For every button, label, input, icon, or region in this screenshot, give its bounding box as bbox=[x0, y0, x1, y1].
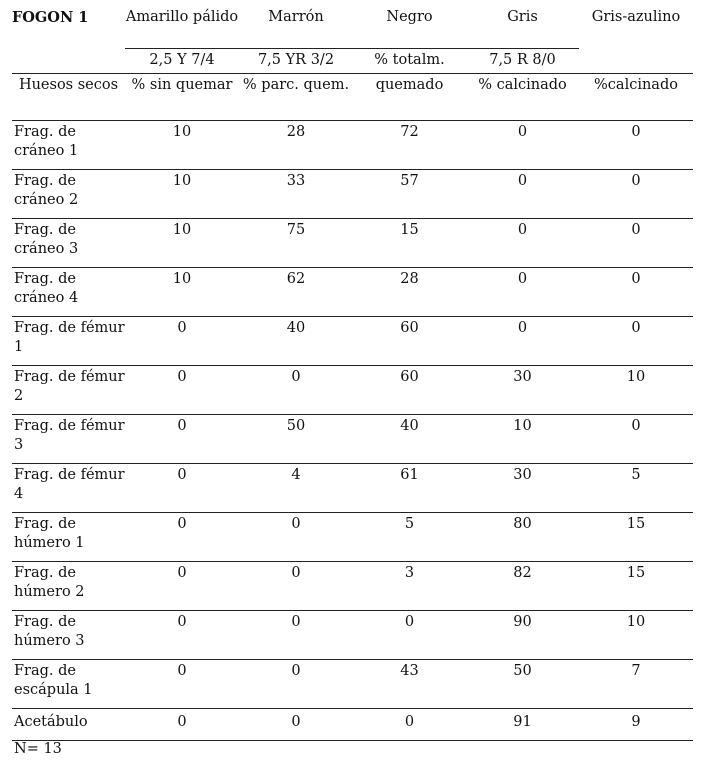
table-row bbox=[12, 219, 693, 268]
table-cell: 50 bbox=[239, 415, 353, 464]
table-cell: 0 bbox=[466, 121, 579, 170]
table-row bbox=[12, 415, 693, 464]
munsell-header: 7,5 YR 3/2 bbox=[239, 49, 353, 74]
table-row bbox=[12, 366, 693, 415]
table-cell: 0 bbox=[353, 709, 466, 738]
table-cell: 10 bbox=[466, 415, 579, 464]
row-label: Frag. de fémur 3 bbox=[12, 415, 125, 464]
table-cell: 28 bbox=[353, 268, 466, 317]
munsell-header: % totalm. bbox=[353, 49, 466, 74]
table-cell: 5 bbox=[353, 513, 466, 562]
table-cell: 0 bbox=[125, 562, 239, 611]
table-cell: 0 bbox=[579, 121, 693, 170]
table-cell: 50 bbox=[466, 660, 579, 709]
table-cell: 33 bbox=[239, 170, 353, 219]
table-cell: 0 bbox=[125, 317, 239, 366]
table-row bbox=[12, 464, 693, 513]
table-cell: 0 bbox=[239, 366, 353, 415]
sub-header: quemado bbox=[353, 74, 466, 121]
table-cell: 0 bbox=[239, 513, 353, 562]
table-cell: 62 bbox=[239, 268, 353, 317]
table-cell: 57 bbox=[353, 170, 466, 219]
table-cell: 4 bbox=[239, 464, 353, 513]
color-header: Gris-azulino bbox=[591, 9, 681, 25]
table-row bbox=[12, 562, 693, 611]
corner-label: FOGON 1 bbox=[12, 9, 89, 26]
table-cell: 0 bbox=[579, 170, 693, 219]
table-cell: 80 bbox=[466, 513, 579, 562]
footnote: N= 13 bbox=[12, 740, 693, 757]
table-cell: 0 bbox=[125, 660, 239, 709]
table-cell: 0 bbox=[579, 415, 693, 464]
table-cell: 10 bbox=[125, 219, 239, 268]
table-cell: 72 bbox=[353, 121, 466, 170]
row-label: Frag. de cráneo 3 bbox=[12, 219, 125, 268]
header-row-colors bbox=[12, 6, 693, 49]
table-cell: 91 bbox=[466, 709, 579, 738]
row-label: Frag. de húmero 1 bbox=[12, 513, 125, 562]
table-cell: 0 bbox=[125, 464, 239, 513]
table-cell: 28 bbox=[239, 121, 353, 170]
table-cell: 0 bbox=[125, 513, 239, 562]
table-row bbox=[12, 513, 693, 562]
color-header: Marrón bbox=[268, 9, 324, 25]
table-cell: 82 bbox=[466, 562, 579, 611]
table-cell: 30 bbox=[466, 464, 579, 513]
table-cell: 0 bbox=[239, 709, 353, 738]
table-cell: 61 bbox=[353, 464, 466, 513]
table-row bbox=[12, 709, 693, 738]
row-label: Frag. de fémur 4 bbox=[12, 464, 125, 513]
sub-header: % parc. quem. bbox=[239, 74, 353, 121]
header-row-munsell bbox=[12, 49, 693, 74]
table-cell: 15 bbox=[579, 562, 693, 611]
burn-color-table bbox=[12, 6, 693, 737]
table-cell: 0 bbox=[466, 170, 579, 219]
table-cell: 10 bbox=[579, 611, 693, 660]
row-label: Frag. de húmero 3 bbox=[12, 611, 125, 660]
table-row bbox=[12, 170, 693, 219]
color-header: Amarillo pálido bbox=[125, 9, 239, 25]
munsell-header: 7,5 R 8/0 bbox=[466, 49, 579, 74]
table-cell: 0 bbox=[125, 366, 239, 415]
table-cell: 7 bbox=[579, 660, 693, 709]
table-cell: 0 bbox=[239, 611, 353, 660]
table-cell: 40 bbox=[239, 317, 353, 366]
row-label: Frag. de húmero 2 bbox=[12, 562, 125, 611]
table-row bbox=[12, 268, 693, 317]
table-cell: 0 bbox=[466, 317, 579, 366]
table-cell: 10 bbox=[125, 170, 239, 219]
row-label: Frag. de cráneo 1 bbox=[12, 121, 125, 170]
row-label: Frag. de escápula 1 bbox=[12, 660, 125, 709]
table-cell: 43 bbox=[353, 660, 466, 709]
color-header: Negro bbox=[386, 9, 433, 25]
table-cell: 0 bbox=[125, 415, 239, 464]
table-row bbox=[12, 317, 693, 366]
table-cell: 0 bbox=[466, 268, 579, 317]
munsell-header: 2,5 Y 7/4 bbox=[125, 49, 239, 74]
row-label: Frag. de cráneo 2 bbox=[12, 170, 125, 219]
table-cell: 90 bbox=[466, 611, 579, 660]
table-cell: 30 bbox=[466, 366, 579, 415]
table-cell: 0 bbox=[125, 611, 239, 660]
row-label: Acetábulo bbox=[12, 709, 125, 738]
row-header: Huesos secos bbox=[12, 74, 125, 121]
table-cell: 10 bbox=[125, 121, 239, 170]
table-cell: 60 bbox=[353, 317, 466, 366]
table-row bbox=[12, 660, 693, 709]
table-cell: 0 bbox=[239, 660, 353, 709]
row-label: Frag. de fémur 1 bbox=[12, 317, 125, 366]
burn-table-container bbox=[12, 6, 693, 757]
table-cell: 9 bbox=[579, 709, 693, 738]
color-header: Gris bbox=[507, 9, 538, 25]
table-cell: 0 bbox=[579, 317, 693, 366]
table-cell: 15 bbox=[353, 219, 466, 268]
sub-header: % calcinado bbox=[466, 74, 579, 121]
table-cell: 75 bbox=[239, 219, 353, 268]
table-cell: 15 bbox=[579, 513, 693, 562]
table-cell: 3 bbox=[353, 562, 466, 611]
table-cell: 5 bbox=[579, 464, 693, 513]
sub-header: %calcinado bbox=[579, 74, 693, 121]
table-cell: 40 bbox=[353, 415, 466, 464]
row-label: Frag. de cráneo 4 bbox=[12, 268, 125, 317]
sub-header: % sin quemar bbox=[125, 74, 239, 121]
table-row bbox=[12, 121, 693, 170]
table-cell: 0 bbox=[466, 219, 579, 268]
table-cell: 0 bbox=[353, 611, 466, 660]
table-row bbox=[12, 611, 693, 660]
table-cell: 10 bbox=[579, 366, 693, 415]
table-cell: 10 bbox=[125, 268, 239, 317]
table-cell: 0 bbox=[239, 562, 353, 611]
table-cell: 0 bbox=[125, 709, 239, 738]
table-cell: 0 bbox=[579, 219, 693, 268]
row-label: Frag. de fémur 2 bbox=[12, 366, 125, 415]
table-cell: 60 bbox=[353, 366, 466, 415]
header-row-subheaders bbox=[12, 74, 693, 121]
table-cell: 0 bbox=[579, 268, 693, 317]
